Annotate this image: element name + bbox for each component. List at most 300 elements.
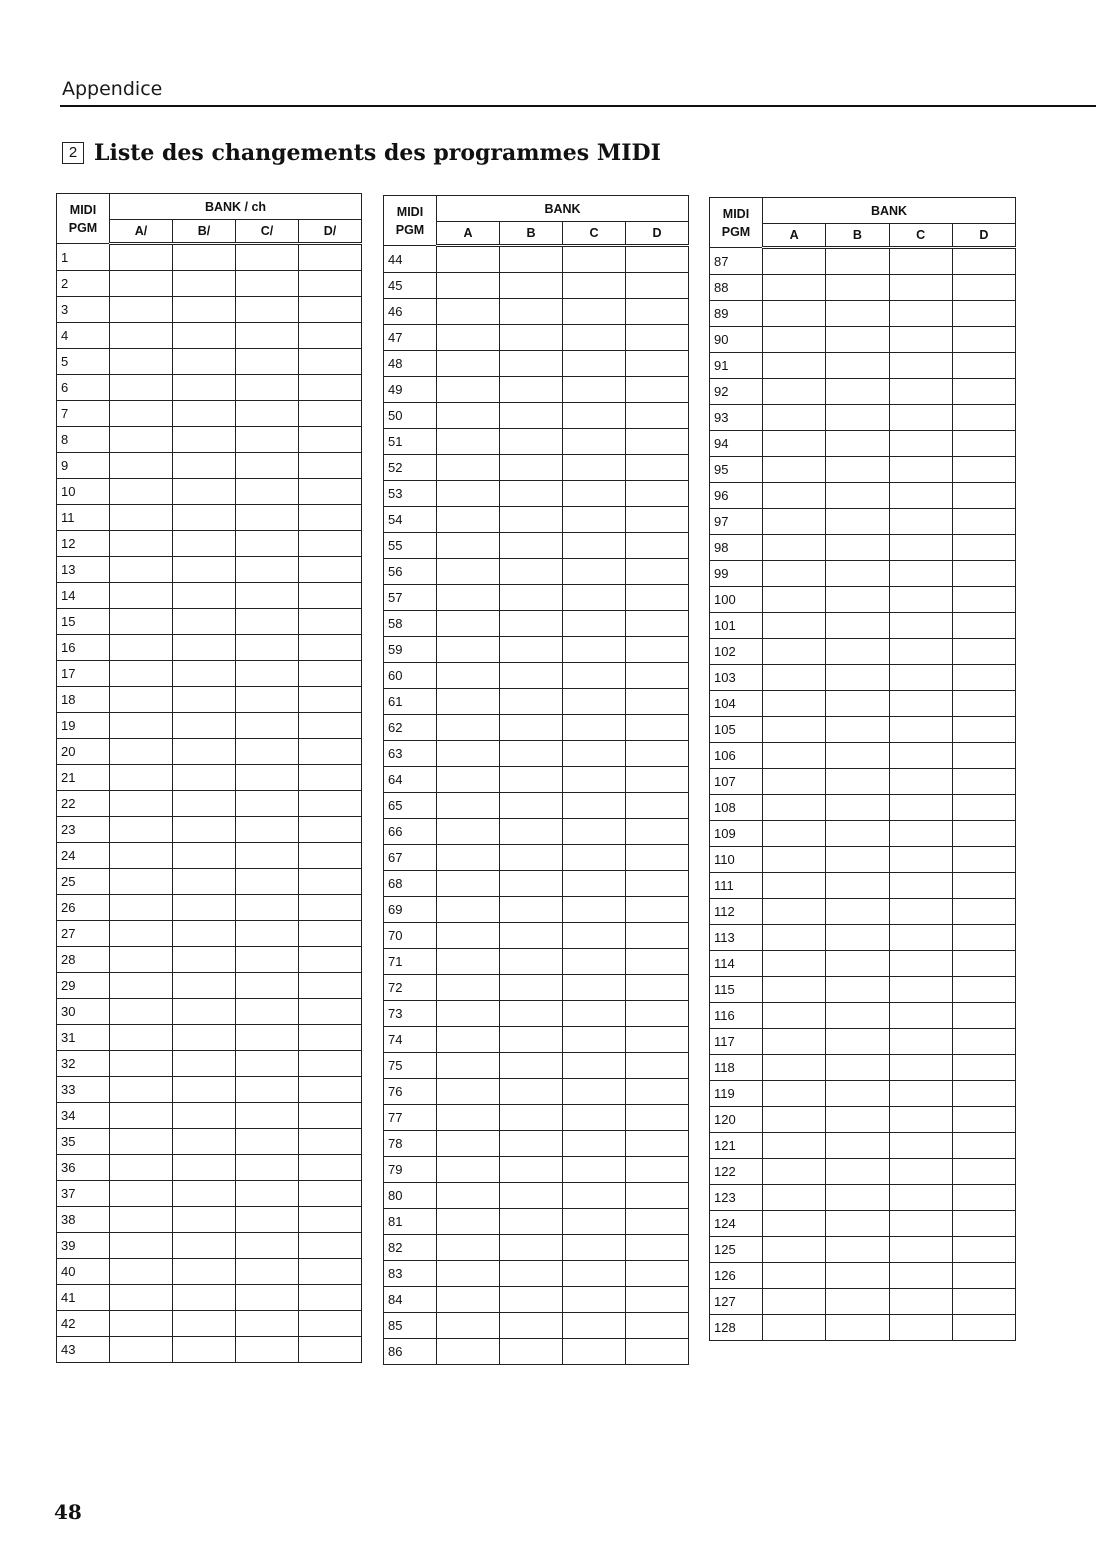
table-row xyxy=(710,431,1016,457)
bank-cell xyxy=(826,1185,889,1211)
bank-cell xyxy=(173,661,236,687)
bank-cell xyxy=(952,483,1015,509)
bank-cell xyxy=(626,975,689,1001)
table-row xyxy=(710,587,1016,613)
bank-cell xyxy=(563,741,626,767)
bank-cell xyxy=(173,349,236,375)
bank-cell xyxy=(889,353,952,379)
section-label: Appendice xyxy=(62,78,163,100)
bank-cell xyxy=(437,1339,500,1365)
table-row xyxy=(710,483,1016,509)
bank-cell xyxy=(110,739,173,765)
bank-cell xyxy=(437,1027,500,1053)
table-row xyxy=(57,271,362,297)
table-row xyxy=(57,895,362,921)
bank-cell xyxy=(889,483,952,509)
program-number: 5 xyxy=(57,349,110,375)
program-number: 115 xyxy=(710,977,763,1003)
bank-cell xyxy=(299,1129,362,1155)
bank-cell xyxy=(563,585,626,611)
program-number: 46 xyxy=(384,299,437,325)
bank-cell xyxy=(889,1003,952,1029)
program-number: 9 xyxy=(57,453,110,479)
bank-cell xyxy=(826,301,889,327)
bank-cell xyxy=(299,765,362,791)
table-row xyxy=(384,1131,689,1157)
bank-cell xyxy=(563,1339,626,1365)
bank-cell xyxy=(889,535,952,561)
bank-cell xyxy=(173,1181,236,1207)
bank-cell xyxy=(763,1315,826,1341)
program-number: 52 xyxy=(384,455,437,481)
bank-cell xyxy=(110,1337,173,1363)
table-row xyxy=(710,795,1016,821)
bank-cell xyxy=(563,1027,626,1053)
bank-cell xyxy=(889,1263,952,1289)
bank-cell xyxy=(763,613,826,639)
bank-header: BANK / ch xyxy=(110,194,362,220)
bank-cell xyxy=(626,663,689,689)
table-row xyxy=(710,1107,1016,1133)
bank-cell xyxy=(437,1313,500,1339)
table-row xyxy=(710,613,1016,639)
bank-cell xyxy=(110,271,173,297)
bank-cell xyxy=(563,1287,626,1313)
bank-header: BANK xyxy=(763,198,1016,224)
table-row xyxy=(57,791,362,817)
table-row xyxy=(710,899,1016,925)
bank-cell xyxy=(826,1315,889,1341)
bank-cell xyxy=(236,1311,299,1337)
bank-cell xyxy=(763,1159,826,1185)
bank-cell xyxy=(110,765,173,791)
bank-column-header: A/ xyxy=(110,220,173,244)
program-number: 34 xyxy=(57,1103,110,1129)
bank-cell xyxy=(626,767,689,793)
bank-cell xyxy=(889,639,952,665)
bank-column-header: A xyxy=(437,222,500,246)
bank-cell xyxy=(110,1103,173,1129)
table-row xyxy=(710,457,1016,483)
program-number: 120 xyxy=(710,1107,763,1133)
table-row xyxy=(384,533,689,559)
bank-cell xyxy=(952,379,1015,405)
table-row xyxy=(57,1051,362,1077)
bank-cell xyxy=(826,665,889,691)
bank-cell xyxy=(889,248,952,275)
bank-cell xyxy=(952,1107,1015,1133)
bank-cell xyxy=(500,793,563,819)
table-row xyxy=(384,273,689,299)
bank-cell xyxy=(437,559,500,585)
bank-cell xyxy=(826,769,889,795)
bank-cell xyxy=(563,819,626,845)
bank-cell xyxy=(952,1003,1015,1029)
bank-cell xyxy=(236,1181,299,1207)
bank-cell xyxy=(626,273,689,299)
program-number: 18 xyxy=(57,687,110,713)
table-row xyxy=(384,637,689,663)
program-number: 36 xyxy=(57,1155,110,1181)
bank-cell xyxy=(826,1289,889,1315)
program-number: 41 xyxy=(57,1285,110,1311)
bank-column-header: C xyxy=(889,224,952,248)
program-number: 48 xyxy=(384,351,437,377)
table-row xyxy=(384,299,689,325)
bank-cell xyxy=(299,687,362,713)
bank-cell xyxy=(626,1157,689,1183)
bank-cell xyxy=(110,1259,173,1285)
bank-cell xyxy=(826,795,889,821)
table-row xyxy=(57,453,362,479)
bank-cell xyxy=(826,587,889,613)
bank-cell xyxy=(563,1261,626,1287)
table-row xyxy=(384,1079,689,1105)
bank-cell xyxy=(299,635,362,661)
bank-cell xyxy=(826,1107,889,1133)
table-row xyxy=(710,353,1016,379)
bank-cell xyxy=(763,691,826,717)
bank-cell xyxy=(952,353,1015,379)
bank-cell xyxy=(889,691,952,717)
bank-cell xyxy=(236,921,299,947)
table-row xyxy=(57,323,362,349)
bank-column-header: D/ xyxy=(299,220,362,244)
table-row xyxy=(710,821,1016,847)
bank-cell xyxy=(500,715,563,741)
table-row xyxy=(384,1183,689,1209)
bank-cell xyxy=(437,663,500,689)
bank-cell xyxy=(437,819,500,845)
program-number: 85 xyxy=(384,1313,437,1339)
bank-cell xyxy=(952,248,1015,275)
program-number: 20 xyxy=(57,739,110,765)
bank-cell xyxy=(563,455,626,481)
table-row xyxy=(384,741,689,767)
table-row xyxy=(384,507,689,533)
bank-cell xyxy=(889,665,952,691)
bank-cell xyxy=(299,401,362,427)
program-number: 122 xyxy=(710,1159,763,1185)
bank-cell xyxy=(826,353,889,379)
bank-cell xyxy=(889,977,952,1003)
bank-cell xyxy=(952,405,1015,431)
bank-cell xyxy=(952,691,1015,717)
program-number: 96 xyxy=(710,483,763,509)
bank-cell xyxy=(763,769,826,795)
bank-cell xyxy=(889,1081,952,1107)
program-number: 126 xyxy=(710,1263,763,1289)
midi-program-table-2 xyxy=(383,195,689,1365)
bank-cell xyxy=(500,429,563,455)
bank-cell xyxy=(173,427,236,453)
table-row xyxy=(384,689,689,715)
program-number: 93 xyxy=(710,405,763,431)
bank-cell xyxy=(500,1261,563,1287)
bank-cell xyxy=(173,1077,236,1103)
bank-cell xyxy=(437,481,500,507)
program-number: 44 xyxy=(384,246,437,273)
table-row xyxy=(57,921,362,947)
bank-cell xyxy=(826,717,889,743)
table-row xyxy=(384,975,689,1001)
bank-cell xyxy=(626,1287,689,1313)
program-number: 118 xyxy=(710,1055,763,1081)
bank-cell xyxy=(563,1001,626,1027)
program-number: 17 xyxy=(57,661,110,687)
bank-cell xyxy=(236,999,299,1025)
bank-cell xyxy=(236,349,299,375)
program-number: 56 xyxy=(384,559,437,585)
bank-cell xyxy=(826,1133,889,1159)
table-row xyxy=(384,1027,689,1053)
table-row xyxy=(384,325,689,351)
bank-cell xyxy=(626,1209,689,1235)
bank-cell xyxy=(626,559,689,585)
bank-cell xyxy=(236,1233,299,1259)
bank-cell xyxy=(110,1077,173,1103)
program-number: 75 xyxy=(384,1053,437,1079)
bank-cell xyxy=(299,921,362,947)
bank-cell xyxy=(173,1155,236,1181)
program-number: 117 xyxy=(710,1029,763,1055)
bank-cell xyxy=(626,585,689,611)
table-row xyxy=(57,297,362,323)
bank-cell xyxy=(563,637,626,663)
bank-cell xyxy=(889,1237,952,1263)
bank-cell xyxy=(763,248,826,275)
bank-cell xyxy=(952,665,1015,691)
bank-cell xyxy=(173,1207,236,1233)
bank-cell xyxy=(236,479,299,505)
table-row xyxy=(57,999,362,1025)
bank-cell xyxy=(563,1053,626,1079)
bank-cell xyxy=(763,431,826,457)
program-number: 11 xyxy=(57,505,110,531)
bank-cell xyxy=(889,1211,952,1237)
bank-cell xyxy=(500,1287,563,1313)
bank-cell xyxy=(500,351,563,377)
table-row xyxy=(384,1157,689,1183)
bank-cell xyxy=(826,639,889,665)
bank-cell xyxy=(437,637,500,663)
program-number: 80 xyxy=(384,1183,437,1209)
bank-cell xyxy=(826,899,889,925)
bank-cell xyxy=(110,791,173,817)
bank-cell xyxy=(952,1185,1015,1211)
table-row xyxy=(384,1261,689,1287)
program-number: 38 xyxy=(57,1207,110,1233)
bank-cell xyxy=(889,769,952,795)
bank-cell xyxy=(563,975,626,1001)
bank-cell xyxy=(437,377,500,403)
bank-cell xyxy=(299,1051,362,1077)
program-number: 76 xyxy=(384,1079,437,1105)
bank-cell xyxy=(173,531,236,557)
bank-cell xyxy=(826,1081,889,1107)
bank-cell xyxy=(110,323,173,349)
bank-cell xyxy=(173,973,236,999)
table-row xyxy=(384,1235,689,1261)
table-row xyxy=(384,1287,689,1313)
table-row xyxy=(384,246,689,273)
bank-cell xyxy=(826,275,889,301)
bank-cell xyxy=(500,1027,563,1053)
bank-cell xyxy=(952,847,1015,873)
table-row xyxy=(57,817,362,843)
program-number: 127 xyxy=(710,1289,763,1315)
bank-cell xyxy=(110,505,173,531)
bank-cell xyxy=(626,871,689,897)
bank-cell xyxy=(952,795,1015,821)
bank-cell xyxy=(299,349,362,375)
bank-cell xyxy=(563,325,626,351)
bank-cell xyxy=(952,1211,1015,1237)
program-number: 22 xyxy=(57,791,110,817)
bank-cell xyxy=(500,949,563,975)
table-row xyxy=(710,1081,1016,1107)
bank-cell xyxy=(889,795,952,821)
program-number: 6 xyxy=(57,375,110,401)
bank-cell xyxy=(889,1107,952,1133)
header-rule xyxy=(60,105,1096,107)
table-row xyxy=(384,897,689,923)
bank-cell xyxy=(952,639,1015,665)
program-number: 23 xyxy=(57,817,110,843)
bank-cell xyxy=(826,1211,889,1237)
bank-cell xyxy=(889,431,952,457)
bank-cell xyxy=(500,767,563,793)
bank-cell xyxy=(889,743,952,769)
bank-cell xyxy=(889,1055,952,1081)
bank-cell xyxy=(763,873,826,899)
bank-column-header: B xyxy=(500,222,563,246)
bank-cell xyxy=(626,507,689,533)
table-row xyxy=(710,1237,1016,1263)
table-row xyxy=(57,713,362,739)
table-row xyxy=(384,819,689,845)
bank-cell xyxy=(763,665,826,691)
bank-cell xyxy=(500,1235,563,1261)
table-row xyxy=(57,531,362,557)
bank-cell xyxy=(173,1259,236,1285)
bank-cell xyxy=(626,741,689,767)
program-number: 91 xyxy=(710,353,763,379)
bank-cell xyxy=(173,1337,236,1363)
bank-cell xyxy=(299,244,362,271)
bank-cell xyxy=(952,1081,1015,1107)
bank-cell xyxy=(500,585,563,611)
table-row xyxy=(710,639,1016,665)
table-row xyxy=(57,635,362,661)
bank-cell xyxy=(437,1079,500,1105)
table-row xyxy=(710,977,1016,1003)
bank-cell xyxy=(173,1285,236,1311)
bank-cell xyxy=(826,743,889,769)
table-row xyxy=(384,1313,689,1339)
program-number: 59 xyxy=(384,637,437,663)
bank-cell xyxy=(826,1029,889,1055)
bank-cell xyxy=(563,1105,626,1131)
bank-cell xyxy=(110,843,173,869)
bank-cell xyxy=(299,1285,362,1311)
program-number: 112 xyxy=(710,899,763,925)
bank-cell xyxy=(563,299,626,325)
bank-cell xyxy=(763,1263,826,1289)
bank-cell xyxy=(437,299,500,325)
bank-cell xyxy=(110,1207,173,1233)
bank-cell xyxy=(889,301,952,327)
program-number: 28 xyxy=(57,947,110,973)
program-number: 64 xyxy=(384,767,437,793)
bank-cell xyxy=(173,1129,236,1155)
bank-cell xyxy=(763,587,826,613)
bank-cell xyxy=(500,1001,563,1027)
bank-cell xyxy=(236,401,299,427)
bank-cell xyxy=(500,1079,563,1105)
bank-cell xyxy=(236,791,299,817)
bank-cell xyxy=(952,1315,1015,1341)
bank-cell xyxy=(500,1053,563,1079)
bank-cell xyxy=(299,427,362,453)
bank-cell xyxy=(173,375,236,401)
page-title xyxy=(62,140,661,166)
bank-column-header: B/ xyxy=(173,220,236,244)
program-number: 74 xyxy=(384,1027,437,1053)
table-row xyxy=(57,869,362,895)
bank-cell xyxy=(437,429,500,455)
program-number: 24 xyxy=(57,843,110,869)
program-number: 125 xyxy=(710,1237,763,1263)
program-number: 53 xyxy=(384,481,437,507)
bank-cell xyxy=(437,1131,500,1157)
bank-cell xyxy=(173,244,236,271)
bank-cell xyxy=(437,1183,500,1209)
bank-cell xyxy=(889,899,952,925)
bank-cell xyxy=(563,1313,626,1339)
bank-cell xyxy=(299,895,362,921)
bank-cell xyxy=(437,689,500,715)
bank-cell xyxy=(110,244,173,271)
table-row xyxy=(57,244,362,271)
bank-cell xyxy=(437,507,500,533)
program-number: 8 xyxy=(57,427,110,453)
bank-cell xyxy=(626,481,689,507)
table-row xyxy=(57,375,362,401)
table-row xyxy=(57,687,362,713)
bank-cell xyxy=(826,457,889,483)
bank-cell xyxy=(500,559,563,585)
table-row xyxy=(57,505,362,531)
program-number: 67 xyxy=(384,845,437,871)
bank-cell xyxy=(763,639,826,665)
table-row xyxy=(57,1259,362,1285)
table-row xyxy=(710,1133,1016,1159)
bank-cell xyxy=(889,1289,952,1315)
bank-cell xyxy=(110,1051,173,1077)
bank-cell xyxy=(763,1003,826,1029)
program-number: 15 xyxy=(57,609,110,635)
bank-cell xyxy=(626,1235,689,1261)
bank-cell xyxy=(173,947,236,973)
bank-cell xyxy=(299,609,362,635)
table-row xyxy=(57,479,362,505)
bank-cell xyxy=(500,1157,563,1183)
program-number: 107 xyxy=(710,769,763,795)
bank-cell xyxy=(299,375,362,401)
bank-cell xyxy=(626,1131,689,1157)
bank-cell xyxy=(626,299,689,325)
